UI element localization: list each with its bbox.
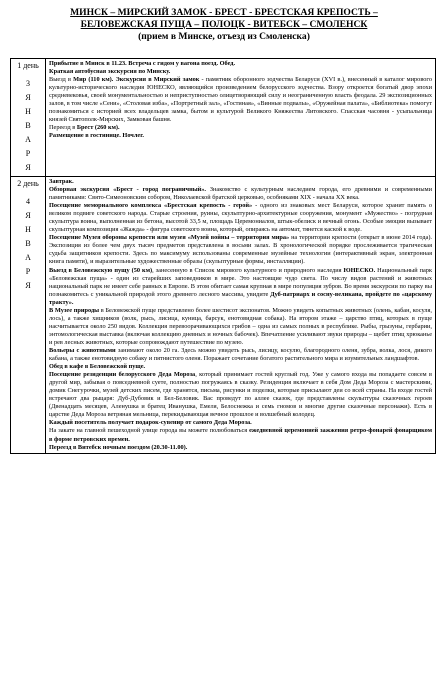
description-paragraph — [49, 60, 432, 68]
description-paragraph — [49, 363, 432, 371]
itinerary-table — [10, 58, 436, 454]
bold-text: Прибытие в Минск в 11.23. Встреча с гидом у вагона поезд. Обед. — [49, 60, 236, 67]
body-text: - одного из знаковых мест Беларуси, которое хранит память о великом подвиге советского народа. Старые строения, руины, скульптурно-архитектурные сооружения, монумент «Мужество» - погрудная скульптура воина, выполненная из бетона, высотой 33,5 м, площадь Церемониалов, штык-обелиск и вечный огонь. Особые эмоции вызывает скульптурная композиция «Жажда» - фигура советского воина, который, опираясь на автомат, тянется каской к воде. — [49, 202, 432, 234]
bold-text: Вольеры с животными — [49, 346, 116, 354]
day-cell — [11, 59, 46, 177]
bold-text: В Музее природы — [49, 306, 100, 314]
bold-text: ежедневной церемонией зажжения ретро-фонарей фонарщиком в форме петровских времен. — [49, 427, 432, 443]
month-letter: Я — [25, 93, 31, 102]
date-vertical — [14, 77, 42, 175]
date-number: 3 — [26, 79, 30, 88]
description-paragraph — [49, 347, 432, 363]
month-letter: В — [25, 121, 31, 130]
description-paragraph — [49, 132, 432, 140]
date-vertical — [14, 195, 42, 293]
bold-text: Посещение мемориального комплекса «Брестская крепость - герой» — [49, 202, 253, 210]
description-paragraph — [49, 124, 432, 132]
bold-text: Каждый посетитель получает подарок-сувенир от самого Деда Мороза. — [49, 419, 252, 427]
month-letter: Н — [25, 225, 31, 234]
month-letter: Н — [25, 107, 31, 116]
bold-text: Мир (110 км). Экскурсия в Мирский замок — [73, 76, 200, 84]
description-paragraph — [49, 371, 432, 419]
bold-text: Дуб-патриарх и сосну-великана, пройдете по «царскому тракту». — [49, 290, 432, 306]
body-text: , занесенную в Список мирового культурного и природного наследия — [152, 266, 344, 274]
month-letter: А — [25, 253, 31, 262]
description-paragraph — [49, 419, 432, 427]
body-text: в Беловежской пуще представлено более шестисот экспонатов. Можно увидеть копытных животных (олень, кабан, косуля, лось), а также хищников (волк, рысь, лисица, куница, барсук, енотовидная собака). На втором этаже – царство птиц, которых в пуще насчитывается около 250 видов. Коллекция перевоорачивающихся грибов – одна из самых полных в республике. Рыбы, грызуны, гербарии, энтомологическая выставка (включая коллекцию дневных и ночных бабочек). Впечатление усиливают звуки природы – щебет птиц хрюканье и рев лесных животных, которые сопровождают путешествие по музею. — [49, 306, 432, 346]
body-text: На закате на главной пешеходной улице города вы можете полюбоваться — [49, 427, 250, 435]
description-paragraph — [49, 234, 432, 266]
month-letter: Я — [25, 211, 31, 220]
bold-text: Переезд в Витебск ночным поездом (20.30-11.00). — [49, 443, 188, 451]
description-paragraph — [49, 178, 432, 186]
tour-subtitle: (прием в Минске, отъезд из Смоленска) — [138, 31, 310, 42]
body-text: на территории крепости (открыт в июне 2014 года). Экспозиция из более чем двух тысяч предметов представлена в восьми залах. В хронологической порядке прослеживается трагическая судьба защитников крепости. Здесь по максимуму использованы современные музейные технологии (интерактивный экран, электронная книга памяти), и выразительные художественные образы (скульптурные формы, инсталляции). — [49, 234, 432, 266]
description-paragraph — [49, 267, 432, 307]
bold-text: Размещение в гостинице. Ночлег. — [49, 132, 144, 140]
bold-text: Завтрак. — [49, 178, 74, 185]
date-number: 4 — [26, 197, 30, 206]
bold-text: Обед в кафе в Беловежской пуще. — [49, 363, 146, 371]
month-letter: В — [25, 239, 31, 248]
tour-title-line-1: МИНСК – МИРСКИЙ ЗАМОК - БРЕСТ - БРЕСТСКАЯ КРЕПОСТЬ – — [70, 7, 378, 18]
month-letter: Я — [25, 281, 31, 290]
tour-title-line-2: БЕЛОВЕЖСКАЯ ПУЩА – ПОЛОЦК - ВИТЕБСК – СМОЛЕНСК — [80, 19, 368, 30]
day-description — [46, 59, 436, 177]
tour-title — [14, 7, 434, 43]
bold-text: Посещение Музея обороны крепости или музея «Музей войны – территория мира» — [49, 234, 290, 242]
description-paragraph — [49, 186, 432, 202]
bold-text: Краткая автобусная экскурсия по Минску. — [49, 68, 171, 76]
body-text: Переезд в — [49, 124, 77, 132]
itinerary-day-row — [11, 177, 436, 454]
description-paragraph — [49, 202, 432, 234]
bold-text: Посещение резиденции белорусского Деда Мороза — [49, 371, 196, 379]
body-text: Знакомство с культурным наследием города, его древними и современными памятниками: Свято-Симеоновским собором, Николаевской братской церковью, особняками XIX - начала XX века. — [49, 186, 432, 202]
description-paragraph — [49, 307, 432, 347]
itinerary-day-row — [11, 59, 436, 177]
month-letter: А — [25, 135, 31, 144]
bold-text: ЮНЕСКО. — [343, 266, 376, 274]
description-paragraph — [49, 444, 432, 452]
day-cell — [11, 177, 46, 454]
body-text: Национальный парк «Беловежская пуща» - один из старейших заповедников в мире. Это настоящие чудо света. По числу видов растений и животных национальный парк не имеет себе равных в Европе. В этом обитает самая крупная в мире популяция зубров. Во время экскурсии по парку вы познакомитесь с уникальной природой этого древнего лесного массива, увидите — [49, 266, 432, 298]
bold-text: Выезд в Беловежскую пущу (50 км) — [49, 266, 153, 274]
month-letter: Р — [25, 267, 31, 276]
day-label: 2 день — [17, 179, 39, 188]
body-text: Выезд в — [49, 76, 74, 84]
body-text: , который принимает гостей круглый год. Уже у самого входа вы попадаете совсем в другой мир, забывая о повседневной суете, полностью погружаясь в сказку. Резиденция включает в себя Дом Деда Мороза с мастерскими, домик Снегурочки, музей детских писем, где хранятся, письма, рисунки и поделки, которые присылают деи со всей страны. На входе гостей встречают два рыцаря: Дуб-Дубовик и Бел-Беловик. Вас проведут по аллее сказок, где представлены скульптуры сказочных героев (Двенадцать месяцев, Аленушка и братец Иванушка, Емеля, Белоснежка и семь гномов и многие другие сказочные персонажи). Есть в царстве Деда Мороза ветряная мельница, перекидывающая вечное прошлое и волшебный колодец. — [49, 371, 432, 419]
description-paragraph — [49, 68, 432, 76]
day-label: 1 день — [17, 61, 39, 70]
body-text: - памятник оборонного зодчества Беларуси (XVI в.), внесенный в каталог мирового культурно-исторического наследия ЮНЕСКО, являющийся произведением белорусского зодчества. Взору откроется богатый двор эпохи средневековья, своей монументальностью и неприступностью олицетворяющий силу и неограниченную власть феодала. 29 экспозиционных залов, в том числе «Сени», «Столовая изба», «Портретный зал», «Гостиная», «Винные подвалы», «Оружейная палата», «Библиотека» помогут познакомиться с историей всех владельцев замка, бытом и культурой Великого Княжества Литовского. Спасская часовня - усыпальница князей Святополк-Мирских, Замковая башня. — [49, 76, 432, 124]
month-letter: Я — [25, 163, 31, 172]
body-text: занимают около 20 га. Здесь можно увидеть рысь, лисицу, косулю, благородного оленя, зубра, волка, лося, дикого кабана, а также енотовидную собаку и пятнистого оленя. Поражает сочетание богатого растительного мира и изумительных ландшафтов. — [49, 346, 432, 363]
month-letter: Р — [25, 149, 31, 158]
bold-text: Брест (260 км). — [76, 124, 120, 132]
day-description — [46, 177, 436, 454]
description-paragraph — [49, 427, 432, 443]
bold-text: Обзорная экскурсия «Брест - город пограничный». — [49, 186, 206, 194]
description-paragraph — [49, 76, 432, 124]
